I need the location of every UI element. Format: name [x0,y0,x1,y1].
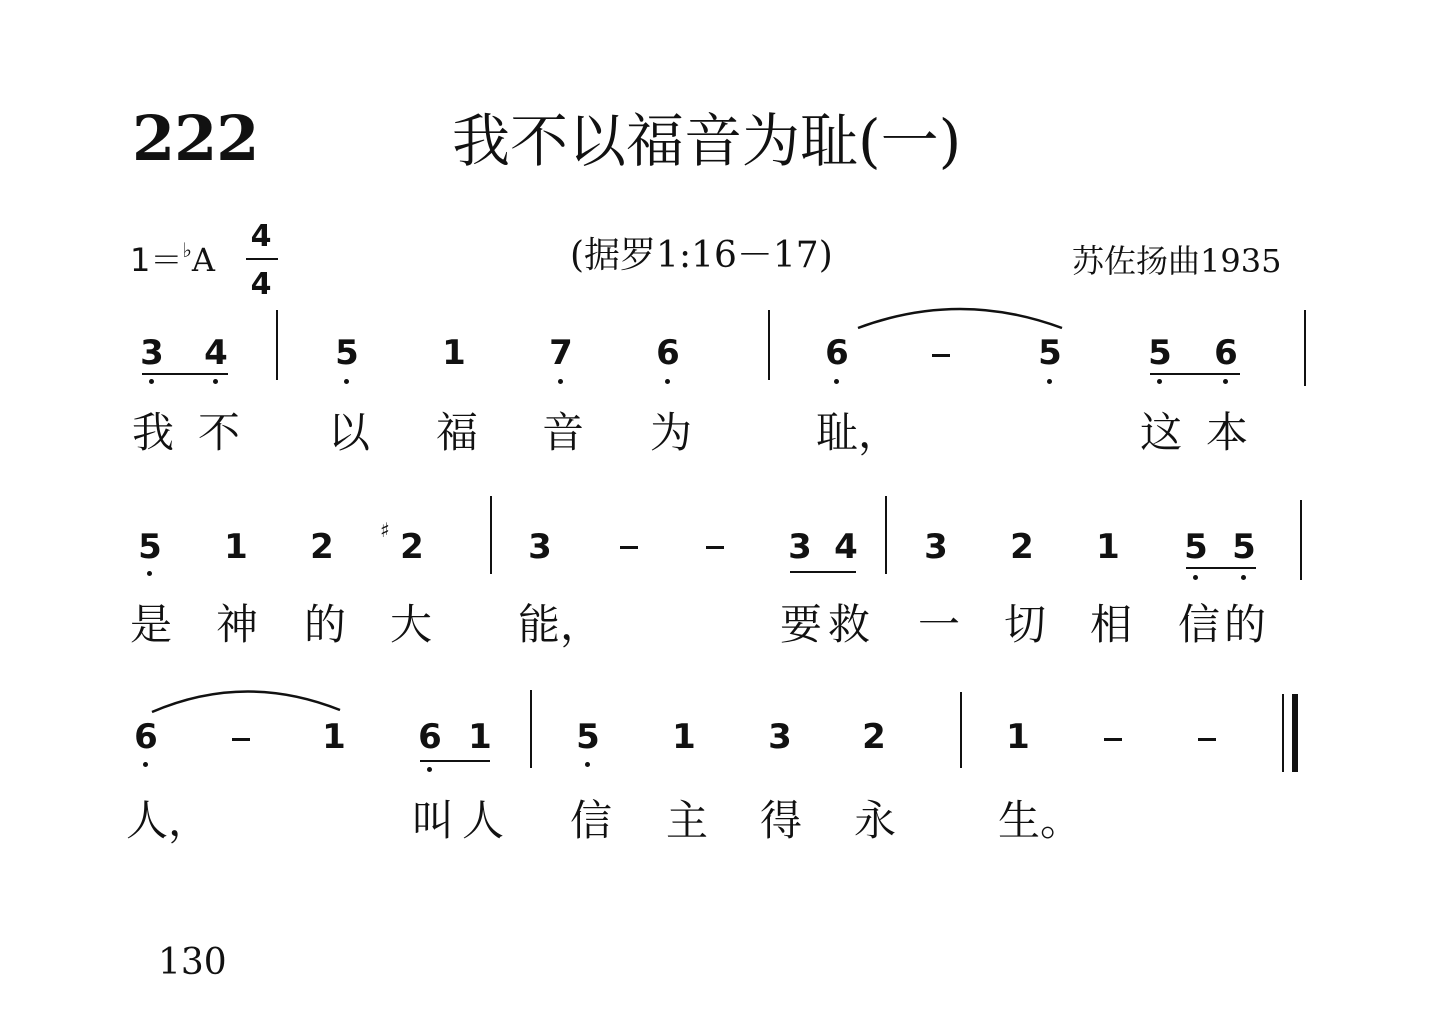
key-letter: A [191,241,215,279]
flat-sign: ♭ [182,238,192,262]
composer-credit: 苏佐扬曲1935 [1072,242,1282,280]
note: 3 [788,527,812,567]
lyric: 能， [518,600,603,649]
note: 4 [204,333,228,373]
note: 1 [1006,717,1030,757]
note: 3 [768,717,792,757]
time-signature-top: 4 [250,219,272,254]
lyric: 主 [665,796,708,845]
note: 2 [862,717,886,757]
lyric: 的 [1223,600,1266,649]
lyric: 神 [215,600,258,649]
lyric: 耻， [816,408,901,457]
hymn-title: 我不以福音为耻(一) [452,107,962,175]
note: 1 [468,717,492,757]
note: 5 [1184,527,1208,567]
note: 1 [1096,527,1120,567]
lyric: 要 [779,600,822,649]
note: 4 [834,527,858,567]
note: 1 [322,717,346,757]
lyric: 得 [759,796,802,845]
note: 1 [442,333,466,373]
note: 5 [576,717,600,757]
lyric: 音 [541,408,584,457]
lyric: 不 [197,408,240,457]
tie-arc [152,691,340,712]
lyric: 本 [1205,408,1248,457]
note: 5 [1232,527,1256,567]
note: 3 [528,527,552,567]
note: 2 [310,527,334,567]
lyric: 人 [461,796,504,845]
note: 3 [924,527,948,567]
page-number: 130 [158,942,227,983]
lyric: 切 [1003,600,1046,649]
note: 3 [140,333,164,373]
lyric: 信 [569,796,612,845]
lyric: 福 [435,408,478,457]
lyric: 是 [129,600,172,649]
lyric: 我 [131,408,174,457]
lyric: 叫 [411,796,454,845]
lyric: 信 [1177,600,1220,649]
note: 6 [1214,333,1238,373]
note: 5 [1148,333,1172,373]
note: 5 [1038,333,1062,373]
lyric: 为 [649,408,692,457]
lyric: 的 [303,600,346,649]
lyric: 大 [389,600,432,649]
lyric: 永 [853,796,896,845]
lyric: 人， [126,796,211,845]
note: 1 [224,527,248,567]
note: 6 [418,717,442,757]
note: 5 [335,333,359,373]
hymn-number: 222 [132,102,259,175]
note: 6 [825,333,849,373]
lyric: 救 [827,600,870,649]
time-signature-bottom: 4 [250,267,272,302]
scripture-reference: (据罗1:16－17) [570,235,833,276]
note: 1 [672,717,696,757]
note: 6 [134,717,158,757]
lyric: 这 [1139,408,1182,457]
tie-arc [858,309,1062,328]
note: 7 [549,333,573,373]
sharp-sign: ♯ [380,518,390,542]
key-prefix: 1＝ [130,241,183,279]
lyric: 相 [1089,600,1132,649]
note: 6 [656,333,680,373]
lyric: 一 [917,600,960,649]
note: 2 [1010,527,1034,567]
note: 2 [400,527,424,567]
lyric: 生。 [998,796,1083,845]
lyric: 以 [327,408,370,457]
note: 5 [138,527,162,567]
